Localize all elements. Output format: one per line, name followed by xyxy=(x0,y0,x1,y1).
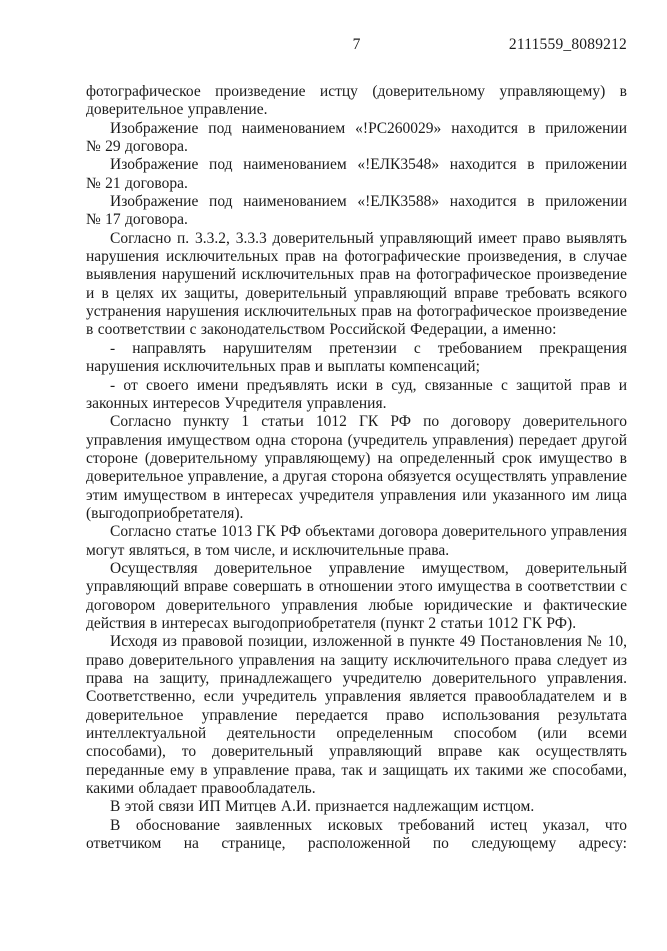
paragraph: Изображение под наименованием «!PC260029» находится в приложении № 29 договора. xyxy=(86,119,627,156)
paragraph: Согласно п. 3.3.2, 3.3.3 доверительный управляющий имеет право выявлять нарушения исключительных прав на фотографические произведения, в случае выявления нарушений исключительных прав на фотографическое произведение и в целях их защиты, доверительный управляющий вправе требовать всякого устранения нарушения исключительных прав на фотографическое произведение в соответствии с законодательством Российской Федерации, а именно: xyxy=(86,229,627,339)
paragraph: В этой связи ИП Митцев А.И. признается надлежащим истцом. xyxy=(110,798,535,816)
document-body xyxy=(86,83,627,853)
page-number: 7 xyxy=(352,36,361,53)
page-header xyxy=(86,36,627,55)
paragraph: - от своего имени предъявлять иски в суд, связанные с защитой прав и законных интересов Учредителя управления. xyxy=(86,376,627,412)
paragraph: Согласно статье 1013 ГК РФ объектами договора доверительного управления могут являться, в том числе, и исключительные права. xyxy=(86,523,627,559)
paragraph: В обоснование заявленных исковых требований истец указал, что ответчиком на странице, расположенной по следующему адресу: xyxy=(86,816,627,853)
paragraph: фотографическое произведение истцу (доверительному управляющему) в доверительное управление. xyxy=(86,83,627,119)
paragraph: - направлять нарушителям претензии с требованием прекращения нарушения исключительных прав и выплаты компенсаций; xyxy=(86,339,627,376)
paragraph: Изображение под наименованием «!ЕЛК3588» находится в приложении № 17 договора. xyxy=(86,193,627,229)
paragraph: Исходя из правовой позиции, изложенной в пункте 49 Постановления № 10, право доверительного управления на защиту исключительного права следует из права на защиту, принадлежащего учредителю доверительного управления. Соответственно, если учредитель управления является правообладателем и в доверительное управление передается право использования результата интеллектуальной деятельности определенным способом (или всеми способами), то доверительный управляющий вправе как осуществлять переданные ему в управление права, так и защищать их такими же способами, какими обладает правообладатель. xyxy=(86,633,627,798)
paragraph: Осуществляя доверительное управление имуществом, доверительный управляющий вправе совершать в отношении этого имущества в соответствии с договором доверительного управления любые юридические и фактические действия в интересах выгодоприобретателя (пункт 2 статьи 1012 ГК РФ). xyxy=(86,559,627,632)
paragraph: Согласно пункту 1 статьи 1012 ГК РФ по договору доверительного управления имуществом одна сторона (учредитель управления) передает другой стороне (доверительному управляющему) на определенный срок имущество в доверительное управление, а другая сторона обязуется осуществлять управление этим имуществом в интересах учредителя управления или указанного им лица (выгодоприобретателя). xyxy=(86,413,627,522)
paragraph: Изображение под наименованием «!ЕЛК3548» находится в приложении № 21 договора. xyxy=(86,156,627,192)
document-number: 2111559_8089212 xyxy=(508,36,627,53)
